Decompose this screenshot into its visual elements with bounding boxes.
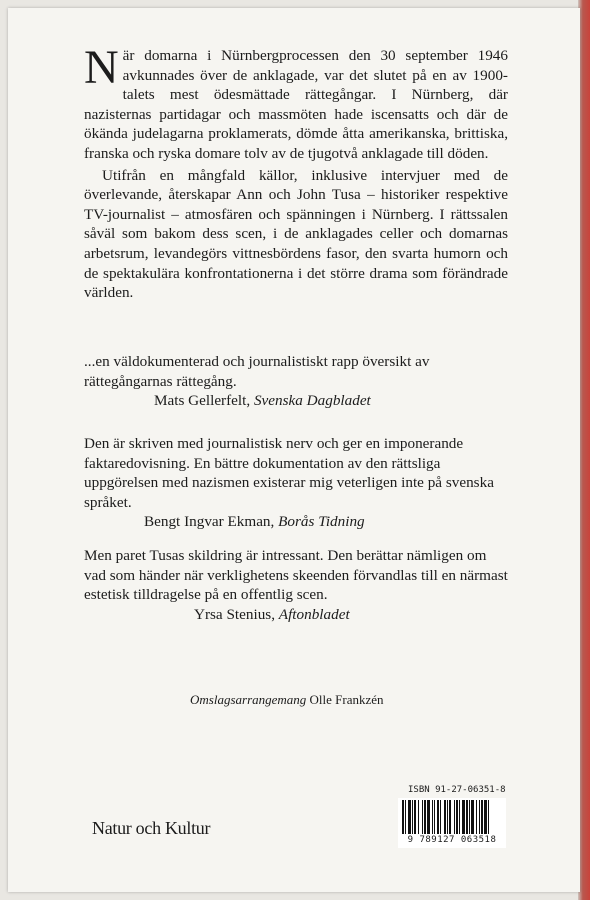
drop-cap: N [84, 41, 119, 94]
barcode-bar [405, 800, 406, 834]
review-author: Yrsa Stenius, [194, 605, 275, 623]
review-source [84, 605, 508, 625]
review-source [84, 391, 508, 411]
barcode-bar [488, 800, 489, 834]
barcode-bar [447, 800, 448, 834]
credit-name: Olle Frankzén [309, 692, 384, 707]
barcode-bar [422, 800, 423, 834]
review-author: Mats Gellerfelt, [154, 392, 251, 410]
review-publication: Borås Tidning [278, 513, 365, 531]
barcode-bar [444, 800, 446, 834]
barcode-bar [412, 800, 413, 834]
barcode-bar [456, 800, 458, 834]
review-2 [84, 434, 508, 532]
review-1 [84, 352, 508, 411]
barcode-bar [484, 800, 487, 834]
credit-label: Omslagsarrangemang [190, 692, 307, 707]
review-publication: Aftonbladet [278, 605, 350, 623]
barcode-bar [469, 800, 470, 834]
review-source [84, 512, 508, 532]
barcode-bar [481, 800, 483, 834]
review-quote: Den är skriven med journalistisk nerv och ger en imponerande faktaredovisning. En bättre dokumentation av den rättsliga uppgörelsen med nazismen existerar mig veterligen inte på svenska språket. [84, 435, 494, 511]
barcode-bar [471, 800, 474, 834]
barcode-bar [479, 800, 480, 834]
barcode-bar [476, 800, 477, 834]
barcode-bar [454, 800, 455, 834]
barcode-bar [414, 800, 416, 834]
review-quote: ...en väldokumenterad och journalistiskt rapp översikt av rättegångarnas rättegång. [84, 353, 430, 390]
review-author: Bengt Ingvar Ekman, [144, 513, 275, 531]
barcode-bar [440, 800, 441, 834]
publisher-logo: Natur och Kultur [92, 818, 211, 838]
review-publication: Svenska Dagbladet [253, 392, 371, 410]
barcode-bar [434, 800, 435, 834]
review-quote: Men paret Tusas skildring är intressant. Den berättar nämligen om vad som händer när verklighetens skeenden förvandlas till en närmast estetisk tilldragelse på en offentlig scen. [84, 547, 508, 604]
isbn-label: ISBN 91-27-06351-8 [408, 785, 506, 795]
barcode-digits: 9 789127 063518 [398, 835, 506, 845]
barcode-bar [418, 800, 419, 834]
barcode-bar [402, 800, 404, 834]
barcode-bar [466, 800, 468, 834]
barcode-bars [398, 798, 506, 838]
barcode-bar [427, 800, 430, 834]
intro-paragraph [84, 41, 508, 164]
review-3 [84, 546, 508, 624]
barcode-bar [459, 800, 460, 834]
barcode-bar [432, 800, 433, 834]
intro-block [84, 41, 508, 303]
intro-text: är domarna i Nürnbergprocessen den 30 september 1946 avkunnades över de anklagade, var det slutet på en av 1900-talets mest ödesmättade rättegångar. I Nürnberg, där nazisternas partidagar och massmöten hade iscensatts och där de ökända judelagarna proklamerats, dömde åtta amerikanska, brittiska, franska och ryska domare tolv av de tjugotvå anklagade till döden. [84, 47, 508, 162]
barcode-bar [437, 800, 439, 834]
barcode-bar [462, 800, 465, 834]
barcode-bar [408, 800, 411, 834]
barcode-bar [424, 800, 426, 834]
body-paragraph: Utifrån en mångfald källor, inklusive intervjuer med de överlevande, återskapar Ann och John Tusa – historiker respektive TV-journalist – atmosfären och spänningen i Nürnberg. I rättssalen såväl som bakom dess scen, i de anklagades celler och domarnas arbetsrum, levandegörs vittnesbördens fasor, den svarta humorn och de spektakulära konfrontationerna i det större drama som förändrade världen. [84, 166, 508, 302]
barcode-bar [449, 800, 451, 834]
cover-credit [190, 692, 384, 708]
